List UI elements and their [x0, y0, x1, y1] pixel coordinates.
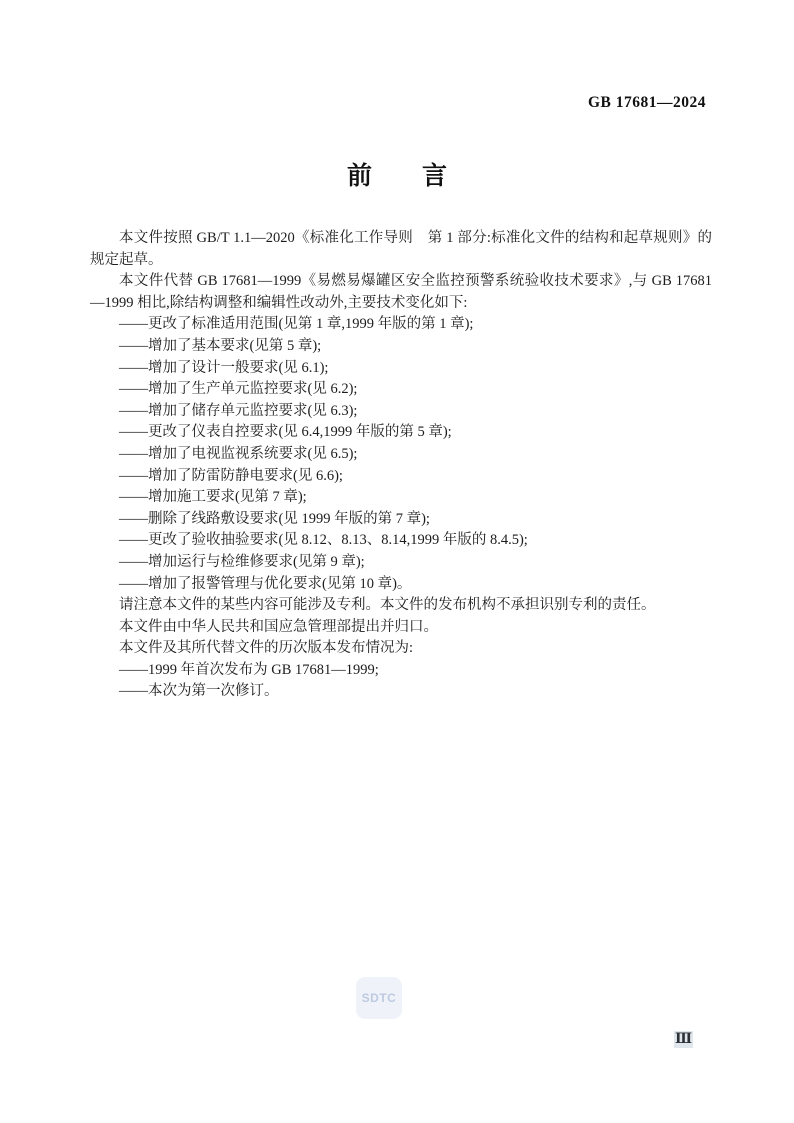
change-item: ——更改了标准适用范围(见第 1 章,1999 年版的第 1 章);: [119, 316, 474, 333]
change-item: ——增加了防雷防静电要求(见 6.6);: [119, 467, 343, 484]
change-item: ——增加了生产单元监控要求(见 6.2);: [119, 381, 358, 398]
paragraph-patent-note: 请注意本文件的某些内容可能涉及专利。本文件的发布机构不承担识别专利的责任。: [119, 597, 656, 614]
standard-code-header: GB 17681—2024: [587, 94, 706, 111]
change-item: ——增加了报警管理与优化要求(见第 10 章)。: [119, 575, 412, 592]
change-item: ——增加了基本要求(见第 5 章);: [119, 337, 322, 354]
change-item: ——删除了线路敷设要求(见 1999 年版的第 7 章);: [119, 510, 430, 527]
change-item: ——增加了电视监视系统要求(见 6.5);: [119, 445, 358, 462]
change-item: ——增加运行与检维修要求(见第 9 章);: [119, 553, 365, 570]
change-item: ——更改了仪表自控要求(见 6.4,1999 年版的第 5 章);: [119, 424, 452, 441]
change-item: ——增加了设计一般要求(见 6.1);: [119, 359, 329, 376]
paragraph-drafting-basis: 本文件按照 GB/T 1.1—2020《标准化工作导则 第 1 部分:标准化文件的结构和起草规则》的规定起草。: [90, 230, 712, 268]
paragraph-issuer: 本文件由中华人民共和国应急管理部提出并归口。: [119, 618, 438, 635]
history-list: [90, 660, 712, 703]
change-item: ——更改了验收抽验要求(见 8.12、8.13、8.14,1999 年版的 8.4.5);: [119, 532, 528, 549]
foreword-content: [90, 228, 712, 703]
change-item: ——增加施工要求(见第 7 章);: [119, 489, 307, 506]
history-item: ——本次为第一次修订。: [119, 683, 279, 700]
changes-list: [90, 314, 712, 595]
watermark-badge: SDTC: [356, 977, 402, 1019]
page-number: Ⅲ: [675, 1032, 693, 1047]
page-title: 前 言: [346, 163, 447, 190]
change-item: ——增加了储存单元监控要求(见 6.3);: [119, 402, 358, 419]
paragraph-replaces-previous: 本文件代替 GB 17681—1999《易燃易爆罐区安全监控预警系统验收技术要求》,与 GB 17681—1999 相比,除结构调整和编辑性改动外,主要技术变化如下:: [90, 273, 712, 311]
paragraph-history-intro: 本文件及其所代替文件的历次版本发布情况为:: [119, 640, 414, 657]
history-item: ——1999 年首次发布为 GB 17681—1999;: [119, 661, 379, 678]
